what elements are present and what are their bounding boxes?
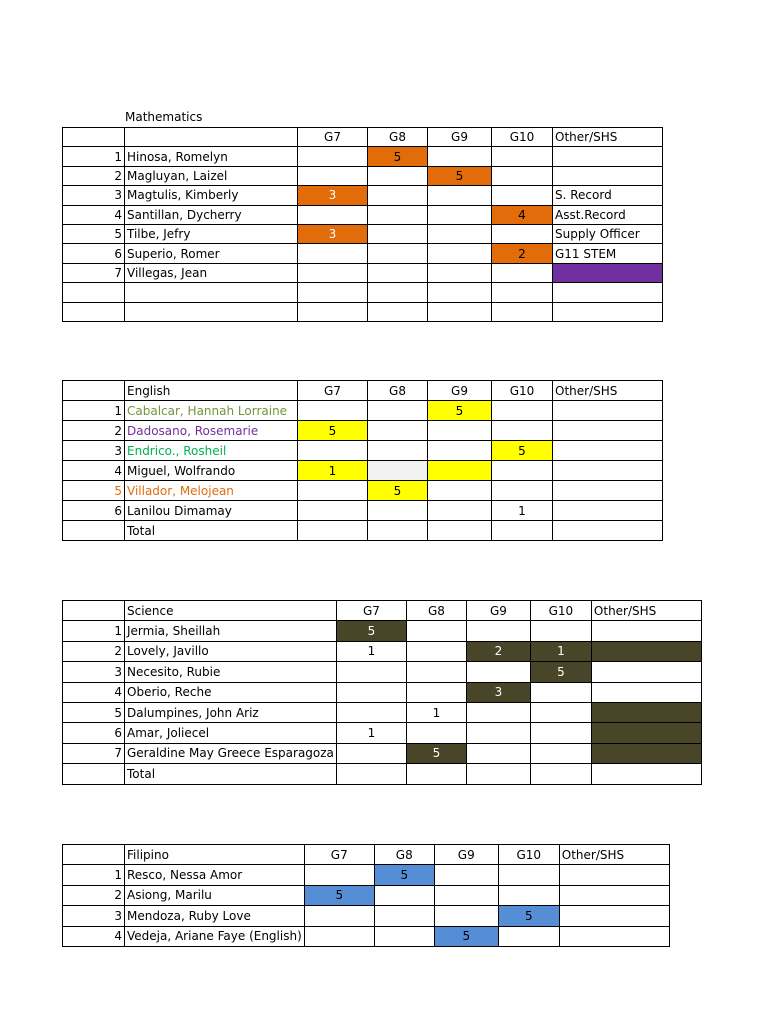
- grade-g9-cell[interactable]: [434, 885, 498, 905]
- grade-g9-cell[interactable]: [428, 263, 492, 282]
- row-number-cell[interactable]: 5: [63, 702, 125, 722]
- table-row: [63, 461, 663, 481]
- grade-g10-cell[interactable]: [492, 461, 553, 481]
- grade-g8-cell[interactable]: [368, 205, 428, 224]
- table-row: [63, 501, 663, 521]
- teacher-name-cell[interactable]: Magtulis, Kimberly: [125, 186, 298, 205]
- table-row: [63, 263, 663, 282]
- teacher-name-cell[interactable]: [125, 283, 298, 302]
- grade-g7-cell[interactable]: [336, 682, 406, 702]
- table-row: [63, 926, 670, 946]
- grade-g8-cell[interactable]: [368, 302, 428, 321]
- grade-g8-cell[interactable]: [406, 682, 466, 702]
- other-shs-cell[interactable]: [553, 263, 663, 282]
- grade-g9-cell[interactable]: [428, 244, 492, 263]
- other-shs-cell[interactable]: [553, 441, 663, 461]
- teacher-name-cell[interactable]: Hinosa, Romelyn: [125, 147, 298, 166]
- other-shs-cell[interactable]: [553, 166, 663, 185]
- grade-g7-cell[interactable]: [304, 865, 374, 885]
- grade-g9-cell[interactable]: [428, 186, 492, 205]
- table-row: [63, 441, 663, 461]
- grade-g8-cell[interactable]: [406, 723, 466, 743]
- other-shs-cell[interactable]: [553, 521, 663, 541]
- grade-g8-cell[interactable]: [368, 186, 428, 205]
- grade-g10-cell[interactable]: [492, 421, 553, 441]
- grade-g7-cell[interactable]: [298, 244, 368, 263]
- other-shs-cell[interactable]: [553, 401, 663, 421]
- table-row: [63, 641, 702, 661]
- grade-g9-cell[interactable]: [466, 662, 530, 682]
- grade-g7-cell[interactable]: 5: [298, 421, 368, 441]
- teacher-name-cell[interactable]: Miguel, Wolfrando: [125, 461, 298, 481]
- grade-g8-cell[interactable]: [368, 244, 428, 263]
- filipino-table: [62, 844, 670, 947]
- row-number-cell[interactable]: 2: [63, 641, 125, 661]
- teacher-name-cell[interactable]: Dalumpines, John Ariz: [125, 702, 337, 722]
- other-shs-cell[interactable]: [559, 885, 669, 905]
- grade-header[interactable]: G8: [368, 381, 428, 401]
- grade-g7-cell[interactable]: [336, 743, 406, 763]
- grade-g7-cell[interactable]: [298, 441, 368, 461]
- table-header-row: [63, 601, 702, 621]
- teacher-name-cell[interactable]: Endrico., Rosheil: [125, 441, 298, 461]
- grade-g7-cell[interactable]: [298, 521, 368, 541]
- teacher-name-cell[interactable]: Dadosano, Rosemarie: [125, 421, 298, 441]
- grade-g10-cell[interactable]: [492, 521, 553, 541]
- grade-g8-cell[interactable]: [374, 926, 434, 946]
- grade-g9-cell[interactable]: [466, 621, 530, 641]
- table-row: [63, 205, 663, 224]
- grade-g8-cell[interactable]: [368, 441, 428, 461]
- row-number-cell[interactable]: 5: [63, 224, 125, 243]
- teacher-name-cell[interactable]: Total: [125, 521, 298, 541]
- teacher-name-cell[interactable]: Lovely, Javillo: [125, 641, 337, 661]
- grade-g7-cell[interactable]: 1: [298, 461, 368, 481]
- grade-g8-cell[interactable]: [406, 662, 466, 682]
- row-number-cell[interactable]: 1: [63, 147, 125, 166]
- other-shs-cell[interactable]: [553, 283, 663, 302]
- teacher-name-cell[interactable]: Cabalcar, Hannah Lorraine: [125, 401, 298, 421]
- grade-g10-cell[interactable]: [498, 926, 559, 946]
- other-shs-cell[interactable]: [559, 926, 669, 946]
- grade-g9-cell[interactable]: [434, 906, 498, 926]
- table-row: [63, 481, 663, 501]
- grade-g8-cell[interactable]: 5: [368, 481, 428, 501]
- row-number-cell[interactable]: 3: [63, 186, 125, 205]
- grade-g10-cell[interactable]: 5: [492, 441, 553, 461]
- grade-g10-cell[interactable]: [498, 865, 559, 885]
- table-row: [63, 682, 702, 702]
- other-shs-cell[interactable]: [591, 621, 701, 641]
- other-shs-cell[interactable]: [553, 481, 663, 501]
- table-row: [63, 702, 702, 722]
- grade-g7-cell[interactable]: 3: [298, 224, 368, 243]
- grade-header[interactable]: G9: [428, 128, 492, 147]
- teacher-name-cell[interactable]: Total: [125, 764, 337, 784]
- grade-g9-cell[interactable]: [428, 302, 492, 321]
- other-shs-cell[interactable]: [559, 906, 669, 926]
- table-row: [63, 521, 663, 541]
- row-number-cell[interactable]: 3: [63, 906, 125, 926]
- grade-g10-cell[interactable]: 1: [530, 641, 591, 661]
- subject-header[interactable]: Science: [125, 601, 337, 621]
- grade-g7-cell[interactable]: [298, 501, 368, 521]
- grade-g10-cell[interactable]: [492, 186, 553, 205]
- grade-g9-cell[interactable]: [428, 461, 492, 481]
- math-section-title: Mathematics: [125, 110, 203, 124]
- grade-g8-cell[interactable]: [406, 621, 466, 641]
- grade-g8-cell[interactable]: 5: [368, 147, 428, 166]
- grade-g8-cell[interactable]: 5: [374, 865, 434, 885]
- teacher-name-cell[interactable]: Tilbe, Jefry: [125, 224, 298, 243]
- grade-g9-cell[interactable]: [466, 743, 530, 763]
- grade-g9-cell[interactable]: 5: [428, 166, 492, 185]
- grade-header[interactable]: G8: [374, 845, 434, 865]
- grade-g9-cell[interactable]: [428, 521, 492, 541]
- grade-g9-cell[interactable]: [428, 481, 492, 501]
- grade-g10-cell[interactable]: 5: [530, 662, 591, 682]
- other-shs-cell[interactable]: [553, 147, 663, 166]
- row-number-cell[interactable]: 1: [63, 621, 125, 641]
- other-shs-cell[interactable]: Supply Officer: [553, 224, 663, 243]
- grade-header[interactable]: G8: [368, 128, 428, 147]
- teacher-name-cell[interactable]: Mendoza, Ruby Love: [125, 906, 305, 926]
- table-row: [63, 764, 702, 784]
- row-number-cell[interactable]: 3: [63, 662, 125, 682]
- grade-g9-cell[interactable]: [466, 723, 530, 743]
- grade-g7-cell[interactable]: [304, 906, 374, 926]
- grade-g8-cell[interactable]: [406, 641, 466, 661]
- grade-g8-cell[interactable]: [368, 401, 428, 421]
- grade-g7-cell[interactable]: [336, 702, 406, 722]
- grade-header[interactable]: Other/SHS: [553, 128, 663, 147]
- mathematics-table: [62, 127, 663, 322]
- table-row: [63, 147, 663, 166]
- teacher-name-cell[interactable]: [125, 302, 298, 321]
- row-number-cell[interactable]: [63, 764, 125, 784]
- grade-g10-cell[interactable]: [530, 702, 591, 722]
- grade-g10-cell[interactable]: [492, 401, 553, 421]
- grade-g7-cell[interactable]: [298, 283, 368, 302]
- row-number-cell[interactable]: 6: [63, 501, 125, 521]
- row-number-cell[interactable]: 2: [63, 166, 125, 185]
- table-row: [63, 224, 663, 243]
- row-number-cell[interactable]: 7: [63, 263, 125, 282]
- grade-header[interactable]: G9: [466, 601, 530, 621]
- grade-header[interactable]: G8: [406, 601, 466, 621]
- other-shs-cell[interactable]: [553, 302, 663, 321]
- table-header-row: [63, 845, 670, 865]
- grade-g9-cell[interactable]: 3: [466, 682, 530, 702]
- table-row: [63, 662, 702, 682]
- grade-g9-cell[interactable]: [428, 441, 492, 461]
- grade-g7-cell[interactable]: [304, 926, 374, 946]
- teacher-name-cell[interactable]: Necesito, Rubie: [125, 662, 337, 682]
- grade-header[interactable]: G10: [498, 845, 559, 865]
- row-number-cell[interactable]: 4: [63, 682, 125, 702]
- science-table: [62, 600, 702, 785]
- subject-header[interactable]: English: [125, 381, 298, 401]
- teacher-name-cell[interactable]: Jermia, Sheillah: [125, 621, 337, 641]
- grade-g9-cell[interactable]: [428, 205, 492, 224]
- other-shs-cell[interactable]: [591, 702, 701, 722]
- teacher-name-cell[interactable]: Amar, Joliecel: [125, 723, 337, 743]
- grade-g10-cell[interactable]: [492, 147, 553, 166]
- grade-header[interactable]: G9: [428, 381, 492, 401]
- teacher-name-cell[interactable]: Resco, Nessa Amor: [125, 865, 305, 885]
- teacher-name-cell[interactable]: Geraldine May Greece Esparagoza: [125, 743, 337, 763]
- row-number-cell[interactable]: [63, 302, 125, 321]
- grade-g9-cell[interactable]: [434, 865, 498, 885]
- grade-g7-cell[interactable]: [298, 302, 368, 321]
- table-row: [63, 743, 702, 763]
- table-row: [63, 244, 663, 263]
- table-row: [63, 906, 670, 926]
- grade-g7-cell[interactable]: [298, 147, 368, 166]
- grade-g10-cell[interactable]: [492, 302, 553, 321]
- grade-header[interactable]: G7: [336, 601, 406, 621]
- grade-header[interactable]: G7: [298, 381, 368, 401]
- teacher-name-cell[interactable]: Magluyan, Laizel: [125, 166, 298, 185]
- grade-g8-cell[interactable]: [368, 224, 428, 243]
- english-table: [62, 380, 663, 541]
- table-row: [63, 421, 663, 441]
- grade-g7-cell[interactable]: 1: [336, 723, 406, 743]
- grade-header[interactable]: G7: [298, 128, 368, 147]
- row-number-cell[interactable]: 4: [63, 926, 125, 946]
- table-header-row: [63, 128, 663, 147]
- grade-g9-cell[interactable]: 5: [428, 401, 492, 421]
- grade-g9-cell[interactable]: [428, 501, 492, 521]
- table-row: [63, 283, 663, 302]
- grade-g10-cell[interactable]: [530, 723, 591, 743]
- other-shs-cell[interactable]: [553, 461, 663, 481]
- grade-g9-cell[interactable]: [428, 147, 492, 166]
- number-header[interactable]: [63, 601, 125, 621]
- row-number-cell[interactable]: 1: [63, 401, 125, 421]
- row-number-cell[interactable]: 6: [63, 244, 125, 263]
- other-shs-cell[interactable]: [553, 501, 663, 521]
- row-number-cell[interactable]: 4: [63, 461, 125, 481]
- grade-g10-cell[interactable]: [530, 621, 591, 641]
- teacher-name-cell[interactable]: Santillan, Dycherry: [125, 205, 298, 224]
- grade-header[interactable]: Other/SHS: [591, 601, 701, 621]
- grade-g10-cell[interactable]: [492, 481, 553, 501]
- table-row: [63, 621, 702, 641]
- teacher-name-cell[interactable]: Superio, Romer: [125, 244, 298, 263]
- grade-header[interactable]: G10: [530, 601, 591, 621]
- grade-g7-cell[interactable]: [298, 166, 368, 185]
- grade-g8-cell[interactable]: [368, 521, 428, 541]
- table-row: [63, 302, 663, 321]
- grade-g7-cell[interactable]: 5: [336, 621, 406, 641]
- grade-g7-cell[interactable]: [336, 764, 406, 784]
- grade-g8-cell[interactable]: 1: [406, 702, 466, 722]
- grade-g9-cell[interactable]: [428, 224, 492, 243]
- grade-g7-cell[interactable]: [298, 205, 368, 224]
- teacher-name-cell[interactable]: Oberio, Reche: [125, 682, 337, 702]
- other-shs-cell[interactable]: G11 STEM: [553, 244, 663, 263]
- grade-header[interactable]: Other/SHS: [553, 381, 663, 401]
- teacher-name-cell[interactable]: Asiong, Marilu: [125, 885, 305, 905]
- grade-g9-cell[interactable]: [428, 421, 492, 441]
- grade-g10-cell[interactable]: [492, 166, 553, 185]
- grade-g7-cell[interactable]: 1: [336, 641, 406, 661]
- other-shs-cell[interactable]: [591, 662, 701, 682]
- grade-g10-cell[interactable]: [492, 263, 553, 282]
- grade-g10-cell[interactable]: 4: [492, 205, 553, 224]
- table-row: [63, 186, 663, 205]
- other-shs-cell[interactable]: S. Record: [553, 186, 663, 205]
- row-number-cell[interactable]: [63, 521, 125, 541]
- row-number-cell[interactable]: 2: [63, 421, 125, 441]
- table-row: [63, 401, 663, 421]
- grade-g8-cell[interactable]: [368, 283, 428, 302]
- grade-g9-cell[interactable]: [428, 283, 492, 302]
- grade-g9-cell[interactable]: [466, 702, 530, 722]
- row-number-cell[interactable]: 2: [63, 885, 125, 905]
- other-shs-cell[interactable]: [591, 764, 701, 784]
- number-header[interactable]: [63, 845, 125, 865]
- table-header-row: [63, 381, 663, 401]
- grade-g10-cell[interactable]: 2: [492, 244, 553, 263]
- table-row: [63, 723, 702, 743]
- table-row: [63, 865, 670, 885]
- other-shs-cell[interactable]: [591, 682, 701, 702]
- grade-header[interactable]: Other/SHS: [559, 845, 669, 865]
- other-shs-cell[interactable]: [591, 641, 701, 661]
- other-shs-cell[interactable]: [591, 743, 701, 763]
- grade-g8-cell[interactable]: [406, 764, 466, 784]
- other-shs-cell[interactable]: Asst.Record: [553, 205, 663, 224]
- grade-g10-cell[interactable]: 1: [492, 501, 553, 521]
- other-shs-cell[interactable]: [591, 723, 701, 743]
- row-number-cell[interactable]: 5: [63, 481, 125, 501]
- grade-header[interactable]: G9: [434, 845, 498, 865]
- grade-g7-cell[interactable]: 5: [304, 885, 374, 905]
- grade-header[interactable]: G10: [492, 381, 553, 401]
- grade-g7-cell[interactable]: [298, 481, 368, 501]
- grade-g8-cell[interactable]: [374, 906, 434, 926]
- grade-g10-cell[interactable]: [530, 682, 591, 702]
- grade-g9-cell[interactable]: 2: [466, 641, 530, 661]
- teacher-name-cell[interactable]: Villegas, Jean: [125, 263, 298, 282]
- row-number-cell[interactable]: 1: [63, 865, 125, 885]
- grade-g10-cell[interactable]: [498, 885, 559, 905]
- grade-g9-cell[interactable]: [466, 764, 530, 784]
- grade-header[interactable]: G7: [304, 845, 374, 865]
- grade-g8-cell[interactable]: 5: [406, 743, 466, 763]
- grade-g7-cell[interactable]: [298, 401, 368, 421]
- grade-g7-cell[interactable]: 3: [298, 186, 368, 205]
- row-number-cell[interactable]: 4: [63, 205, 125, 224]
- number-header[interactable]: [63, 381, 125, 401]
- grade-g8-cell[interactable]: [368, 166, 428, 185]
- subject-header[interactable]: Filipino: [125, 845, 305, 865]
- grade-g10-cell[interactable]: 5: [498, 906, 559, 926]
- grade-g10-cell[interactable]: [530, 743, 591, 763]
- table-row: [63, 166, 663, 185]
- other-shs-cell[interactable]: [559, 865, 669, 885]
- grade-g7-cell[interactable]: [298, 263, 368, 282]
- subject-header[interactable]: [125, 128, 298, 147]
- table-row: [63, 885, 670, 905]
- grade-g8-cell[interactable]: [368, 501, 428, 521]
- other-shs-cell[interactable]: [553, 421, 663, 441]
- grade-g8-cell[interactable]: [374, 885, 434, 905]
- grade-g8-cell[interactable]: [368, 461, 428, 481]
- grade-g9-cell[interactable]: 5: [434, 926, 498, 946]
- teacher-name-cell[interactable]: Villador, Melojean: [125, 481, 298, 501]
- number-header[interactable]: [63, 128, 125, 147]
- grade-g8-cell[interactable]: [368, 421, 428, 441]
- row-number-cell[interactable]: 7: [63, 743, 125, 763]
- row-number-cell[interactable]: [63, 283, 125, 302]
- teacher-name-cell[interactable]: Lanilou Dimamay: [125, 501, 298, 521]
- grade-g10-cell[interactable]: [530, 764, 591, 784]
- grade-header[interactable]: G10: [492, 128, 553, 147]
- row-number-cell[interactable]: 3: [63, 441, 125, 461]
- grade-g10-cell[interactable]: [492, 283, 553, 302]
- teacher-name-cell[interactable]: Vedeja, Ariane Faye (English): [125, 926, 305, 946]
- row-number-cell[interactable]: 6: [63, 723, 125, 743]
- grade-g8-cell[interactable]: [368, 263, 428, 282]
- grade-g7-cell[interactable]: [336, 662, 406, 682]
- grade-g10-cell[interactable]: [492, 224, 553, 243]
